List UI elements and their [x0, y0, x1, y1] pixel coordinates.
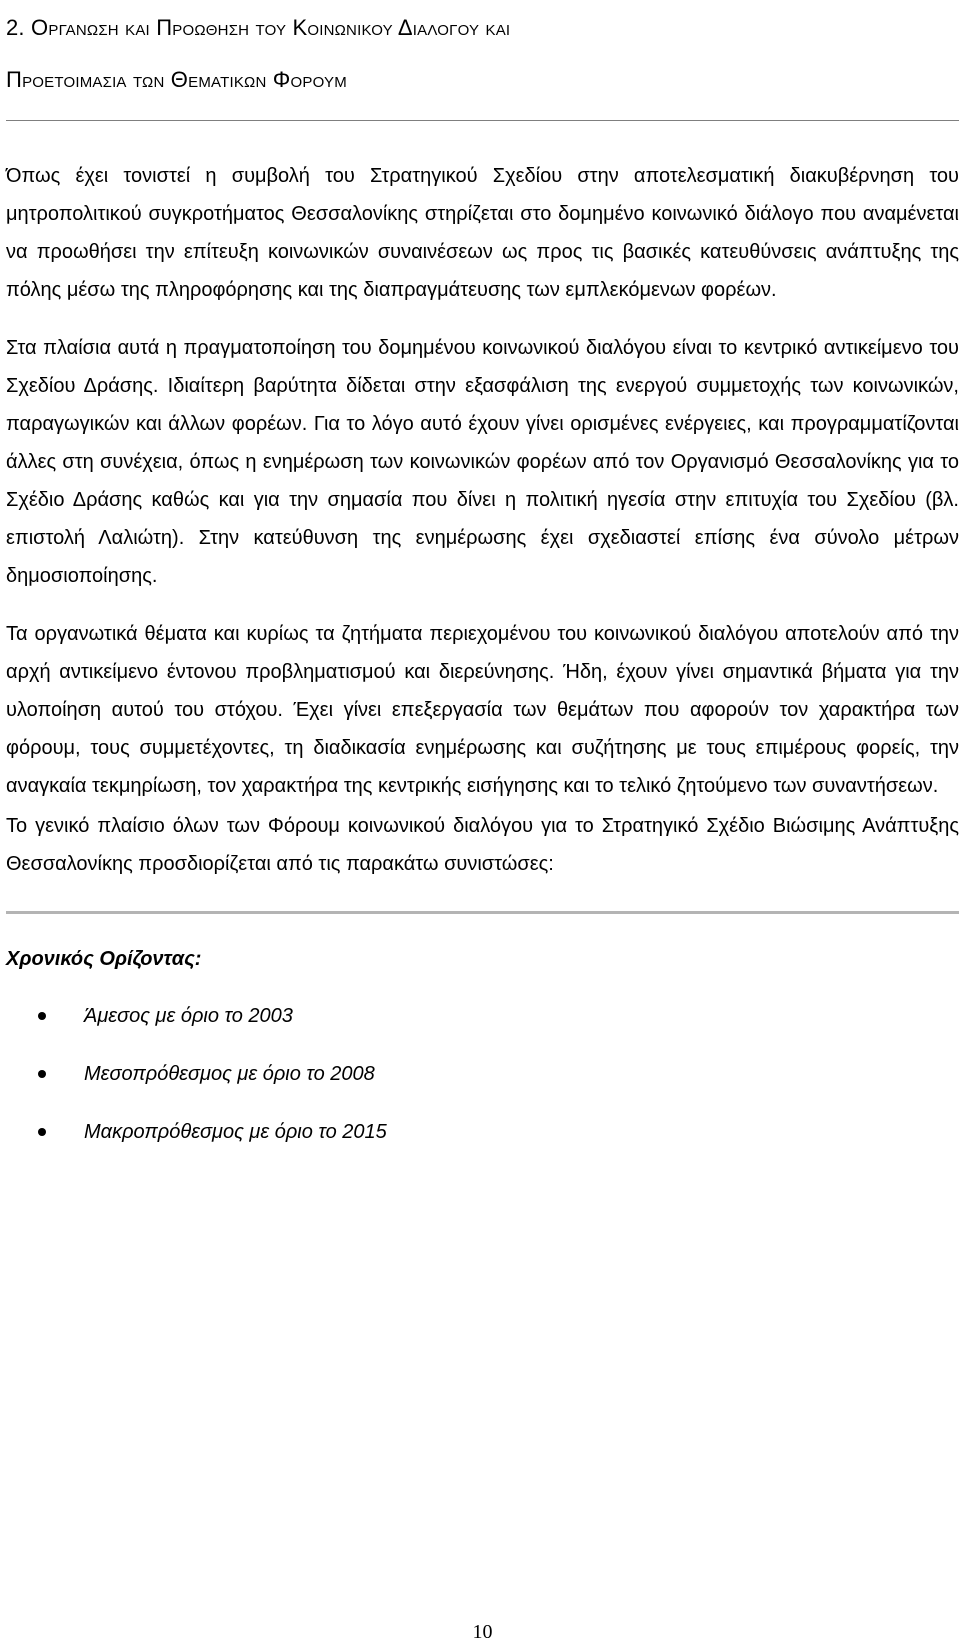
section-heading-line-1: 2. Οργανωση και Προωθηση του Κοινωνικου Διαλογου και	[6, 15, 511, 40]
list-item-text: Μακροπρόθεσμος με όριο το 2015	[84, 1120, 387, 1143]
paragraph-4: Το γενικό πλαίσιο όλων των Φόρουμ κοινωνικού διαλόγου για το Στρατηγικό Σχέδιο Βιώσιμης Ανάπτυξης Θεσσαλονίκης προσδιορίζεται από τις παρακάτω συνιστώσες:	[6, 815, 959, 875]
page-number: 10	[472, 1621, 493, 1643]
time-horizon-title: Χρονικός Ορίζοντας:	[6, 948, 202, 970]
list-item	[6, 998, 959, 1034]
bullet-icon	[38, 1070, 46, 1078]
heading-divider	[6, 120, 959, 121]
paragraph-2: Στα πλαίσια αυτά η πραγματοποίηση του δομημένου κοινωνικού διαλόγου είναι το κεντρικό αντικείμενο του Σχεδίου Δράσης. Ιδιαίτερη βαρύτητα δίδεται στην εξασφάλιση της ενεργού συμμετοχής των κοινωνικών, παραγωγικών και άλλων φορέων. Για το λόγο αυτό έχουν γίνει ορισμένες ενέργειες, και προγραμματίζονται άλλες στη συνέχεια, όπως η ενημέρωση των κοινωνικών φορέων από τον Οργανισμό Θεσσαλονίκης για το Σχέδιο Δράσης καθώς και για την σημασία που δίνει η πολιτική ηγεσία στην επιτυχία του Σχεδίου (βλ. επιστολή Λαλιώτη). Στην κατεύθυνση της ενημέρωσης έχει σχεδιαστεί επίσης ένα σύνολο μέτρων δημοσιοποίησης.	[6, 337, 959, 587]
document-page	[6, 0, 959, 1647]
list-item	[6, 1114, 959, 1150]
list-item-text: Μεσοπρόθεσμος με όριο το 2008	[84, 1062, 375, 1085]
paragraph-3: Τα οργανωτικά θέματα και κυρίως τα ζητήματα περιεχομένου του κοινωνικού διαλόγου αποτελούν από την αρχή αντικείμενο έντονου προβληματισμού και διερεύνησης. Ήδη, έχουν γίνει σημαντικά βήματα για την υλοποίηση αυτού του στόχου. Έχει γίνει επεξεργασία των θεμάτων που αφορούν τον χαρακτήρα των φόρουμ, τους συμμετέχοντες, τη διαδικασία ενημέρωσης και συζήτησης με τους επιμέρους φορείς, την αναγκαία τεκμηρίωση, τον χαρακτήρα της κεντρικής εισήγησης και το τελικό ζητούμενο των συναντήσεων.	[6, 623, 959, 797]
bullet-icon	[38, 1012, 46, 1020]
body-text	[6, 157, 959, 883]
paragraph-1: Όπως έχει τονιστεί η συμβολή του Στρατηγικού Σχεδίου στην αποτελεσματική διακυβέρνηση του μητροπολιτικού συγκροτήματος Θεσσαλονίκης στηρίζεται στο δομημένο κοινωνικό διάλογο που αναμένεται να προωθήσει την επίτευξη κοινωνικών συναινέσεων ως προς τις βασικές κατευθύνσεις ανάπτυξης της πόλης μέσω της πληροφόρησης και της διαπραγμάτευσης των εμπλεκόμενων φορέων.	[6, 165, 959, 301]
section-heading	[6, 0, 959, 106]
bullet-icon	[38, 1128, 46, 1136]
section-divider	[6, 911, 959, 914]
list-item-text: Άμεσος με όριο το 2003	[84, 1004, 293, 1027]
section-heading-line-2: Προετοιμασια των Θεματικων Φορουμ	[6, 67, 347, 92]
list-item	[6, 1056, 959, 1092]
time-horizon-list	[6, 998, 959, 1150]
